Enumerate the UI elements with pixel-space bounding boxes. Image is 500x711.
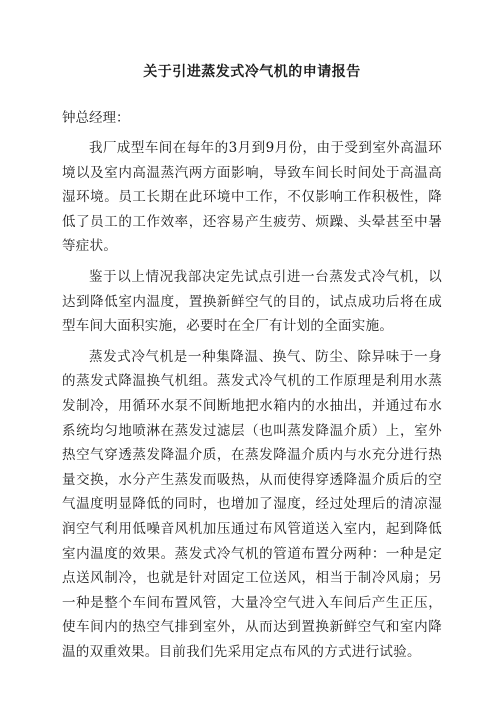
paragraph-3: 蒸发式冷气机是一种集降温、换气、防尘、除异味于一身的蒸发式降温换气机组。蒸发式冷气机的工作原理是利用水蒸发制冷，用循环水泵不间断地把水箱内的水抽出，并通过布水系统均匀地喷淋在蒸发过滤层（也叫蒸发降温介质）上，室外热空气穿透蒸发降温介质，在蒸发降温介质内与水充分进行热量交换，水分产生蒸发而吸热，从而使得穿透降温介质后的空气温度明显降低的同时，也增加了湿度，经过处理后的清凉湿润空气利用低噪音风机加压通过布风管道送入室内，起到降低室内温度的效果。蒸发式冷气机的管道布置分两种：一种是定点送风制冷，也就是针对固定工位送风，相当于制冷风扇；另一种是整个车间布置风管，大量冷空气进入车间后产生正压，使车间内的热空气排到室外，从而达到置换新鲜空气和室内降温的双重效果。目前我们先采用定点布风的方式进行试验。 (62, 348, 442, 660)
salutation: 钟总经理： (62, 110, 130, 126)
paragraph-2: 鉴于以上情况我部决定先试点引进一台蒸发式冷气机，以达到降低室内温度，置换新鲜空气的目的，试点成功后将在成型车间大面积实施，必要时在全厂有计划的全面实施。 (62, 268, 442, 335)
document-title: 关于引进蒸发式冷气机的申请报告 (143, 64, 361, 80)
paragraph-1: 我厂成型车间在每年的3月到9月份，由于受到室外高温环境以及室内高温蒸汽两方面影响，导致车间长时间处于高温高湿环境。员工长期在此环境中工作，不仅影响工作积极性，降低了员工的工作效率，还容易产生疲劳、烦躁、头晕甚至中暑等症状。 (62, 140, 442, 255)
